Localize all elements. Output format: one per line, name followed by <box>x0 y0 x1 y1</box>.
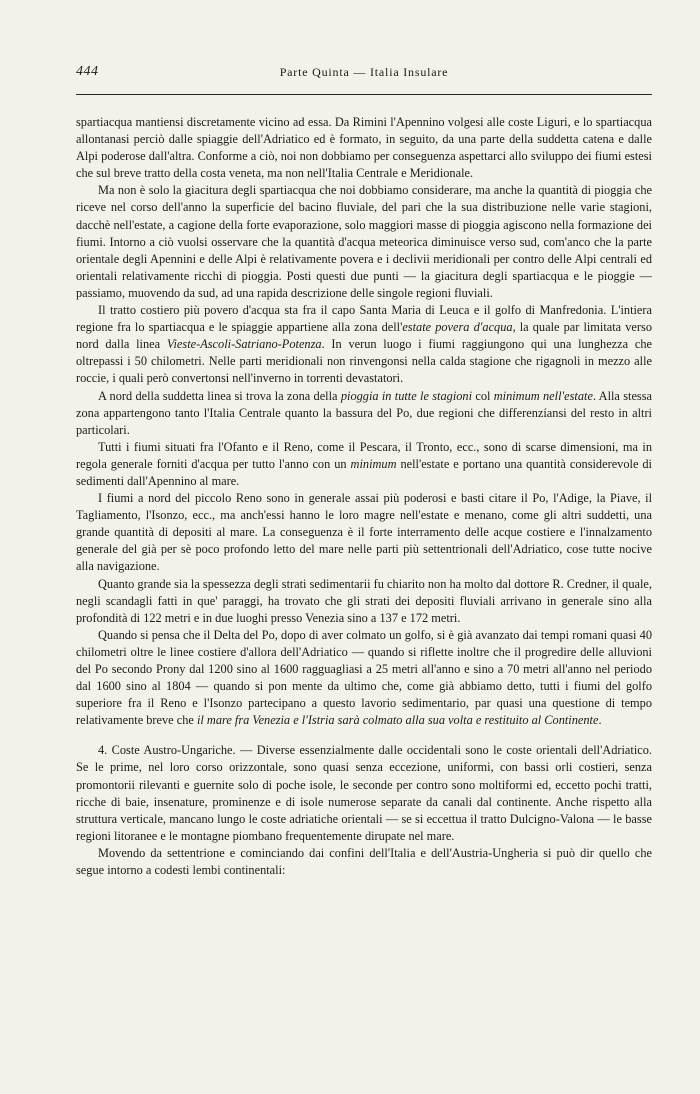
paragraph-8: Quando si pensa che il Delta del Po, dopo di aver colmato un golfo, si è già avanzato dai tempi romani quasi 40 chilometri oltre le linee costiere d'allora dell'Adriatico — quando si riflette inoltre che il progredire delle alluvioni del Po secondo Prony dal 1200 sino al 1600 ragguagliasi a 25 metri all'anno e sino a 70 metri all'anno nel periodo dal 1600 sino al 1804 — quando si pon mente da ultimo che, come già abbiamo detto, tutti i fiumi del golfo superiore fra il Reno e l'Isonzo partecipano a questo lavorio sedimentario, par quasi una questione di tempo relativamente breve che il mare fra Venezia e l'Istria sarà colmato alla sua volta e restituito al Continente. <box>76 627 652 728</box>
paragraph-1: spartiacqua mantiensi discretamente vicino ad essa. Da Rimini l'Apennino volgesi alle coste Liguri, e lo spartiacqua allontanasi perciò dalle spiaggie dell'Adriatico ed è formato, in seguito, da una parte della suddetta catena e dalle Alpi poderose dall'altra. Conforme a ciò, noi non dobbiamo per conseguenza aspettarci allo sviluppo dei fiumi estesi che sul breve tratto della costa veneta, ma non nell'Italia Centrale e Meridionale. <box>76 115 652 181</box>
header-rule <box>76 94 652 95</box>
italic-phrase: minimum <box>350 456 397 471</box>
paragraph-2: Ma non è solo la giacitura degli spartiacqua che noi dobbiamo considerare, ma anche la quantità di pioggia che riceve nel corso dell'anno la superficie del bacino fluviale, del pari che la sua distribuzione nelle varie stagioni, dacchè nell'estate, a cagione della forte evaporazione, solo maggiori masse di pioggia agiscono nella formazione dei fiumi. Intorno a ciò vuolsi osservare che la quantità d'acqua meteorica diminuisce verso sud, com'anco che la parte orientale degli Apennini e delle Alpi è relativamente povera e i declivii meridionali per contro delle Alpi centrali ed orientali relativamente ricchi di pioggia. Posti questi due punti — la giacitura degli spartiacqua e le pioggie — passiamo, muovendo da sud, ad una rapida descrizione delle singole regioni fluviali. <box>76 183 652 300</box>
paragraph-3: Il tratto costiero più povero d'acqua sta fra il capo Santa Maria di Leuca e il golfo di Manfredonia. L'intiera regione fra lo spartiacqua e le spiaggie appartiene alla zona dell'estate povera d'acqua, la quale par limitata verso nord dalla linea Vieste-Ascoli-Satriano-Potenza. In verun luogo i fiumi raggiungono qui una lunghezza che oltrepassi i 50 chilometri. Nelle parti meridionali non rinvengonsi nella calda stagione che rigagnoli in mezzo alle roccie, i quali però convertonsi nell'inverno in torrenti devastatori. <box>76 303 652 386</box>
italic-phrase: minimum nell'estate <box>493 388 593 403</box>
body-text <box>76 114 652 879</box>
paragraph-5: Tutti i fiumi situati fra l'Ofanto e il Reno, come il Pescara, il Tronto, ecc., sono di scarse dimensioni, ma in regola generale forniti d'acqua per tutto l'anno con un minimum nell'estate e portano una quantità considerevole di sedimenti dall'Apennino al mare. <box>76 439 652 488</box>
page-header <box>76 64 652 86</box>
paragraph-9: 4. Coste Austro-Ungariche. — Diverse essenzialmente dalle occidentali sono le coste orientali dell'Adriatico. Se le prime, nel loro corso orizzontale, sono quasi senza eccezione, uniformi, con bassi orli costieri, senza promontorii rilevanti e guernite solo di poche isole, le seconde per contro sono moltiformi ed, eccetto pochi tratti, ricche di baie, insenature, prominenze e di isole numerose separate da canali dal continente. Anche rispetto alla struttura verticale, mancano lungo le coste adriatiche orientali — se si eccettua il tratto Dulcigno-Valona — le basse regioni litoranee e le montagne piombano frequentemente dirupate nel mare. <box>76 743 652 843</box>
running-head: Parte Quinta — Italia Insulare <box>279 65 449 79</box>
italic-phrase: estate povera d'acqua <box>402 320 513 335</box>
paragraph-6: I fiumi a nord del piccolo Reno sono in generale assai più poderosi e basti citare il Po, l'Adige, la Piave, il Tagliamento, l'Isonzo, ecc., ma anch'essi hanno le loro magre nell'estate e menano, come gli altri suddetti, una grande quantità di depositi al mare. La conseguenza è il forte interramento delle acque costiere e l'innalzamento generale del già per sè poco profondo letto del mare nelle parti più settentrionali dell'Adriatico, cose tutte nocive alla navigazione. <box>76 491 652 574</box>
paragraph-10: Movendo da settentrione e cominciando dai confini dell'Italia e dell'Austria-Ungheria si può dir quello che segue intorno a codesti lembi continentali: <box>76 845 652 878</box>
paragraph-7: Quanto grande sia la spessezza degli strati sedimentarii fu chiarito non ha molto dal dottore R. Credner, il quale, negli scandagli fatti in que' paraggi, ha trovato che gli strati dei depositi fluviali arrivano in generale sino alla profondità di 122 metri e in due luoghi presso Venezia sino a 137 e 172 metri. <box>76 576 652 625</box>
italic-phrase: pioggia in tutte le stagioni <box>340 388 473 403</box>
italic-phrase: Vieste-Ascoli-Satriano-Potenza <box>166 337 322 352</box>
italic-phrase: il mare fra Venezia e l'Istria sarà colmato alla sua volta e restituito al Continente <box>196 713 599 728</box>
paragraph-4: A nord della suddetta linea si trova la zona della pioggia in tutte le stagioni col minimum nell'estate. Alla stessa zona appartengono tanto l'Italia Centrale quanto la bassura del Po, due regioni che differenzíansi del resto in altri particolari. <box>76 388 653 437</box>
page-number: 444 <box>76 64 99 79</box>
